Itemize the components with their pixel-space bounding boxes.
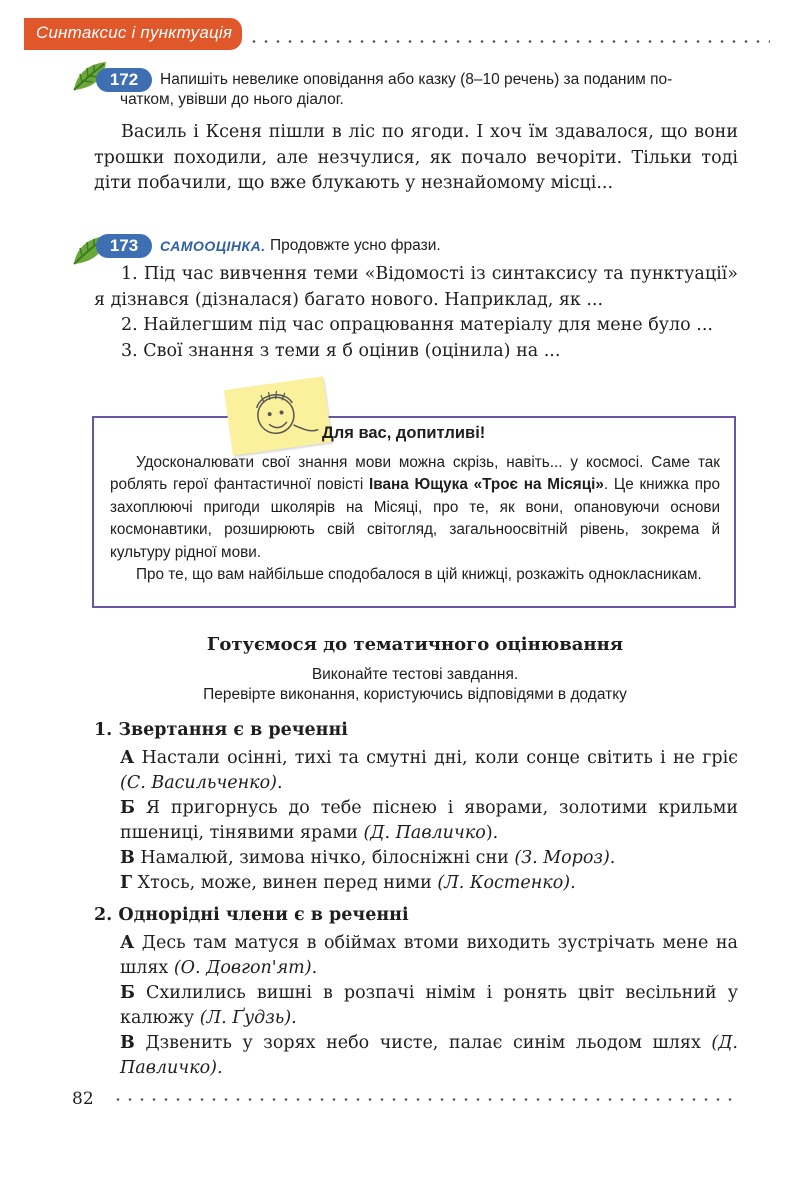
option-c: В Намалюй, зимова нічко, білосніжні сни (З. Мороз). [120,848,616,868]
exercise-number-172: 172 [96,68,152,92]
question-2-title: 2. Однорідні члени є в реченні [94,905,409,925]
page-number: 82 [72,1089,94,1109]
test-instruction-2: Перевірте виконання, користуючись відповідями в додатку [203,686,627,703]
list-item: 1. Під час вивчення теми «Відомості із синтаксису та пунктуації» я дізнався (дізналася) багато нового. Наприклад, як ... [94,264,738,310]
info-text-start: Удосконалювати свої знання мови можна скрізь, навіть... у космосі. Саме так роблять герої фантастичної повісті [110,454,720,494]
option-a: А Десь там матуся в обіймах втоми виходить зустрічать мене на шлях (О. Довгоп'ят). [120,933,738,978]
footer-dotted-line [112,1098,740,1101]
exercise-172-task-line2: чатком, увівши до нього діалог. [120,91,344,108]
info-box-text [110,452,720,586]
sticky-note-face-illustration [224,376,332,455]
test-instruction-1: Виконайте тестові завдання. [311,666,519,683]
question-1-title: 1. Звертання є в реченні [94,720,348,740]
exercise-173-list [94,262,738,364]
exercise-173-task: Продовжте усно фрази. [270,237,441,254]
exercise-172-task-line1: Напишіть невелике оповідання або казку (8–10 речень) за поданим по- [160,71,673,88]
section-header-tab [24,18,242,50]
option-d: Г Хтось, може, винен перед ними (Л. Костенко). [120,873,576,893]
exercise-172-text: Василь і Ксеня пішли в ліс по ягоди. І хоч їм здавалося, що вони трошки походили, але незчулися, як почало вечоріти. Тільки тоді діти побачили, що вже блукають у незнайомому місці... [94,122,738,193]
info-box-title: Для вас, допитливі! [322,424,486,442]
self-assessment-label: САМООЦІНКА. [160,238,266,254]
question-1-options [120,746,738,896]
question-2-options [120,931,738,1081]
option-b: Б Схилились вишні в розпачі німім і ронять цвіт весільний у калюжу (Л. Ґудзь). [120,983,738,1028]
option-c: В Дзвенить у зорях небо чисте, палає синім льодом шлях (Д. Павличко). [120,1033,738,1078]
option-a: А Настали осінні, тихі та смутні дні, коли сонце світить і не гріє (С. Васильченко). [120,748,738,793]
option-b: Б Я пригорнусь до тебе піснею і яворами, золотими крильми пшениці, тінявими ярами (Д. Павличко). [120,798,738,843]
info-text-p2: Про те, що вам найбільше сподобалося в цій книжці, розкажіть однокласникам. [136,566,702,584]
list-item: 3. Свої знання з теми я б оцінив (оцінила) на ... [121,340,561,361]
exercise-number-173: 173 [96,234,152,258]
info-text-end: . Це книжка про захоплюючі пригоди школярів на Місяці, про те, як вони, опановуючи основи космонавтики, розширюють свій світогляд, загальноосвітній рівень, зокрема й культуру рідної мови. [110,476,721,561]
section-title: Синтаксис і пунктуація [36,23,233,42]
test-section-title: Готуємося до тематичного оцінювання [206,634,624,655]
book-title: Івана Ющука «Троє на Місяці» [369,476,604,494]
header-dotted-line [248,40,770,43]
face-icon [224,376,332,455]
list-item: 2. Найлегшим під час опрацювання матеріалу для мене було ... [121,315,713,335]
